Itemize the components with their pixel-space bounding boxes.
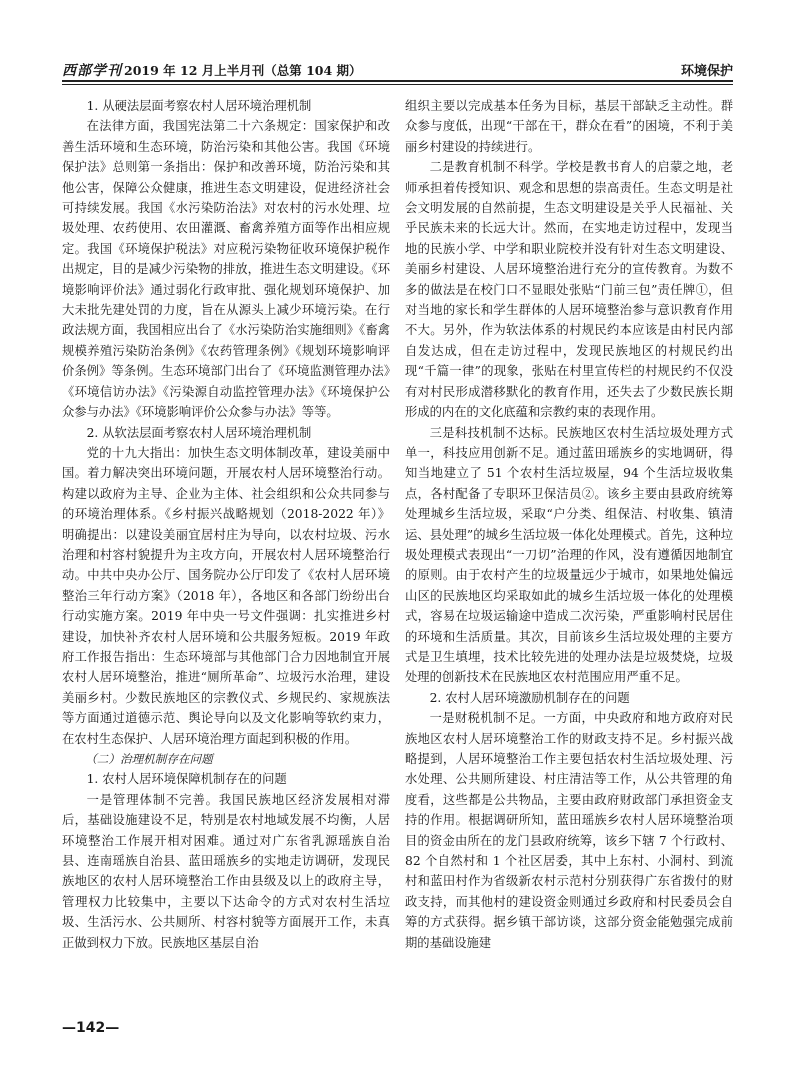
body-paragraph: 组织主要以完成基本任务为目标，基层干部缺乏主动性。群众参与度低，出现“干部在干，群众在看”的困境，不利于美丽乡村建设的持续进行。 <box>405 99 733 154</box>
section-heading: 1. 农村人居环境保障机制存在的问题 <box>86 772 287 787</box>
body-paragraph: 二是教育机制不科学。学校是教书育人的启蒙之地，老师承担着传授知识、观念和思想的崇高责任。生态文明是社会文明发展的自然前提，生态文明建设是关乎人民福祉、关乎民族未来的长远大计。然而，在实地走访过程中，发现当地的民族小学、中学和职业院校并没有针对生态文明建设、美丽乡村建设、人居环境整治进行充分的宣传教育。为数不多的做法是在校门口不显眼处张贴“门前三包”责任牌①，但对当地的家长和学生群体的人居环境整治参与意识教育作用不大。另外，作为软法体系的村规民约本应该是由村民内部自发达成，但在走访过程中，发现民族地区的村规民约出现“千篇一律”的现象，张贴在村里宣传栏的村规民约不仅没有对村民形成潜移默化的教育作用，还失去了少数民族长期形成的内在的文化底蕴和宗教约束的表现作用。 <box>405 160 733 420</box>
section-heading: 1. 从硬法层面考察农村人居环境治理机制 <box>86 99 312 113</box>
page-number: —142— <box>62 1020 120 1036</box>
body-paragraph: 三是科技机制不达标。民族地区农村生活垃圾处理方式单一，科技应用创新不足。通过蓝田瑶族乡的实地调研，得知当地建立了 51 个农村生活垃圾屋，94 个生活垃圾收集点，各村配备了专职环卫保洁员②。该乡主要由县政府统筹处理城乡生活垃圾，采取“户分类、组保洁、村收集、镇清运、县处理”的城乡生活垃圾一体化处理模式。首先，这种垃圾处理模式表现出“一刀切”治理的作风，没有遵循因地制宜的原则。由于农村产生的垃圾量远少于城市，如果地处偏远山区的民族地区均采取如此的城乡生活垃圾一体化的处理模式，容易在垃圾运输途中造成二次污染，严重影响村民居住的环境和生活质量。其次，目前该乡生活垃圾处理的主要方式是卫生填埋，技术比较先进的处理办法是垃圾焚烧，垃圾处理的创新技术在民族地区农村范围应用严重不足。 <box>405 425 733 685</box>
subsection-heading: （二）治理机制存在问题 <box>85 752 213 766</box>
header-rule-thin <box>62 84 733 85</box>
body-paragraph: 党的十九大指出：加快生态文明体制改革，建设美丽中国。着力解决突出环境问题，开展农村人居环境整治行动。构建以政府为主导、企业为主体、社会组织和公众共同参与的环境治理体系。《乡村振兴战略规划（2018-2022 年）》明确提出：以建设美丽宜居村庄为导向，以农村垃圾、污水治理和村容村貌提升为主攻方向，开展农村人居环境整治行动。中共中央办公厅、国务院办公厅印发了《农村人居环境整治三年行动方案》（2018 年），各地区和各部门纷纷出台行动实施方案。2019 年中央一号文件强调：扎实推进乡村建设，加快补齐农村人居环境和公共服务短板。2019 年政府工作报告指出：生态环境部与其他部门合力因地制宜开展农村人居环境整治，推进“厕所革命”、垃圾污水治理，建设美丽乡村。少数民族地区的宗教仪式、乡规民约、家规族法等方面通过道德示范、舆论导向以及文化影响等软约束力，在农村生态保护、人居环境治理方面起到积极的作用。 <box>62 445 390 746</box>
right-column <box>405 96 733 953</box>
body-paragraph: 一是财税机制不足。一方面，中央政府和地方政府对民族地区农村人居环境整治工作的财政支持不足。乡村振兴战略提到，人居环境整治工作主要包括农村生活垃圾处理、污水处理、公共厕所建设、村庄清洁等工作，从公共管理的角度看，这些都是公共物品，主要由政府财政部门承担资金支持的作用。根据调研所知，蓝田瑶族乡农村人居环境整治项目的资金由所在的龙门县政府统筹，该乡下辖 7 个行政村、82 个自然村和 1 个社区居委，其中上东村、小洞村、到流村和蓝田村作为省级新农村示范村分别获得广东省拨付的财政支持，而其他村的建设资金则通过乡政府和村民委员会自筹的方式获得。据乡镇干部访谈，这部分资金能勉强完成前期的基础设施建 <box>405 711 733 950</box>
section-title: 环境保护 <box>680 64 733 79</box>
issue-info: 2019 年 12 月上半月刊（总第 104 期） <box>124 63 362 78</box>
journal-info <box>62 60 362 80</box>
section-heading: 2. 农村人居环境激励机制存在的问题 <box>429 690 630 705</box>
journal-logo: 西部学刊 <box>62 63 122 79</box>
body-paragraph: 一是管理体制不完善。我国民族地区经济发展相对滞后，基础设施建设不足，特别是农村地域发展不均衡，人居环境整治工作展开相对困难。通过对广东省乳源瑶族自治县、连南瑶族自治县、蓝田瑶族乡的实地走访调研，发现民族地区的农村人居环境整治工作由县级及以上的政府主导，管理权力比较集中，主要以下达命令的方式对农村生活垃圾、生活污水、公共厕所、村容村貌等方面展开工作，未真正做到权力下放。民族地区基层自治 <box>62 792 390 950</box>
page-header <box>62 54 733 84</box>
section-heading: 2. 从软法层面考察农村人居环境治理机制 <box>86 425 312 440</box>
left-column <box>62 96 390 953</box>
body-paragraph: 在法律方面，我国宪法第二十六条规定：国家保护和改善生活环境和生态环境，防治污染和其他公害。我国《环境保护法》总则第一条指出：保护和改善环境，防治污染和其他公害，保障公众健康，推进生态文明建设，促进经济社会可持续发展。我国《水污染防治法》对农村的污水处理、垃圾处理、农药使用、农田灌溉、畜禽养殖方面等作出相应规定。我国《环境保护税法》对应税污染物征收环境保护税作出规定，目的是减少污染物的排放，推进生态文明建设。《环境影响评价法》通过弱化行政审批、强化规划环境保护、加大未批先建处罚的力度，旨在从源头上减少环境污染。在行政法规方面，我国相应出台了《水污染防治实施细则》《畜禽规模养殖污染防治条例》《农药管理条例》《规划环境影响评价条例》等条例。生态环境部门出台了《环境监测管理办法》《环境信访办法》《污染源自动监控管理办法》《环境保护公众参与办法》《环境影响评价公众参与办法》等等。 <box>62 119 390 420</box>
header-rule-thick <box>62 80 733 82</box>
